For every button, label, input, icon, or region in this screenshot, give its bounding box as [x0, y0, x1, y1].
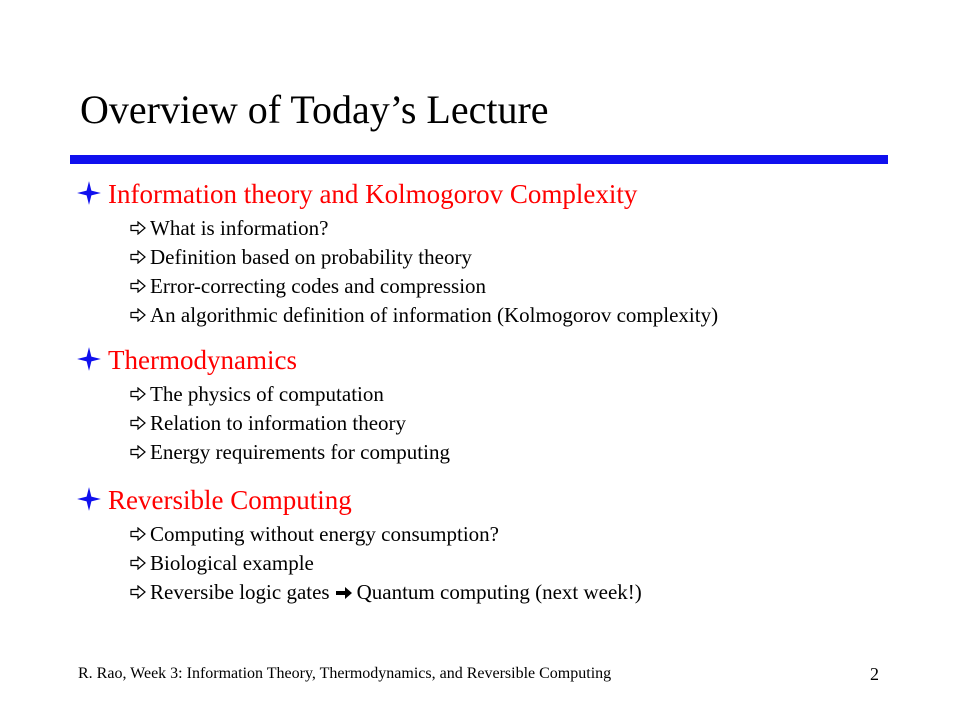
list-item-text: Energy requirements for computing: [150, 440, 450, 464]
hollow-arrow-icon: [130, 416, 146, 430]
section-heading-text: Information theory and Kolmogorov Complexity: [108, 179, 638, 209]
hollow-arrow-icon: [130, 308, 146, 322]
list-item: [76, 243, 936, 272]
list-item: [76, 549, 936, 578]
four-point-star-icon: [76, 486, 102, 512]
slide-footer: R. Rao, Week 3: Information Theory, Thermodynamics, and Reversible Computing: [78, 665, 612, 682]
hollow-arrow-icon: [130, 221, 146, 235]
hollow-arrow-icon: [130, 445, 146, 459]
list-item: [76, 214, 936, 243]
list-item-text: What is information?: [150, 216, 329, 240]
list-item-text: An algorithmic definition of information (Kolmogorov complexity): [150, 303, 719, 327]
list-item-text-after: Quantum computing (next week!): [356, 580, 642, 604]
list-item: [76, 438, 936, 467]
four-point-star-icon: [76, 346, 102, 372]
section-thermodynamics: [76, 342, 936, 467]
hollow-arrow-icon: [130, 585, 146, 599]
list-item: [76, 409, 936, 438]
list-item: [76, 272, 936, 301]
list-item-text: Computing without energy consumption?: [150, 522, 500, 546]
list-item-text: [150, 578, 642, 606]
section-heading: [76, 342, 936, 380]
list-item-text: Biological example: [150, 551, 314, 575]
hollow-arrow-icon: [130, 527, 146, 541]
four-point-star-icon: [76, 180, 102, 206]
list-item-text: Definition based on probability theory: [150, 245, 472, 269]
bold-right-arrow-icon: [335, 586, 353, 600]
slide-title: Overview of Today’s Lecture: [80, 87, 549, 132]
hollow-arrow-icon: [130, 387, 146, 401]
list-item: [76, 380, 936, 409]
hollow-arrow-icon: [130, 556, 146, 570]
list-item: [76, 578, 936, 607]
hollow-arrow-icon: [130, 279, 146, 293]
section-reversible-computing: [76, 482, 936, 607]
list-item-text: Relation to information theory: [150, 411, 407, 435]
section-heading-text: Reversible Computing: [108, 485, 352, 515]
hollow-arrow-icon: [130, 250, 146, 264]
section-heading-text: Thermodynamics: [108, 345, 297, 375]
list-item-text-before: Reversibe logic gates: [150, 580, 330, 604]
section-heading: [76, 482, 936, 520]
page-number: 2: [870, 664, 879, 684]
title-underline-rule: [70, 155, 888, 164]
section-information-theory: [76, 176, 936, 330]
list-item-text: The physics of computation: [150, 382, 384, 406]
list-item-text: Error-correcting codes and compression: [150, 274, 487, 298]
list-item: [76, 301, 936, 330]
section-heading: [76, 176, 936, 214]
list-item: [76, 520, 936, 549]
